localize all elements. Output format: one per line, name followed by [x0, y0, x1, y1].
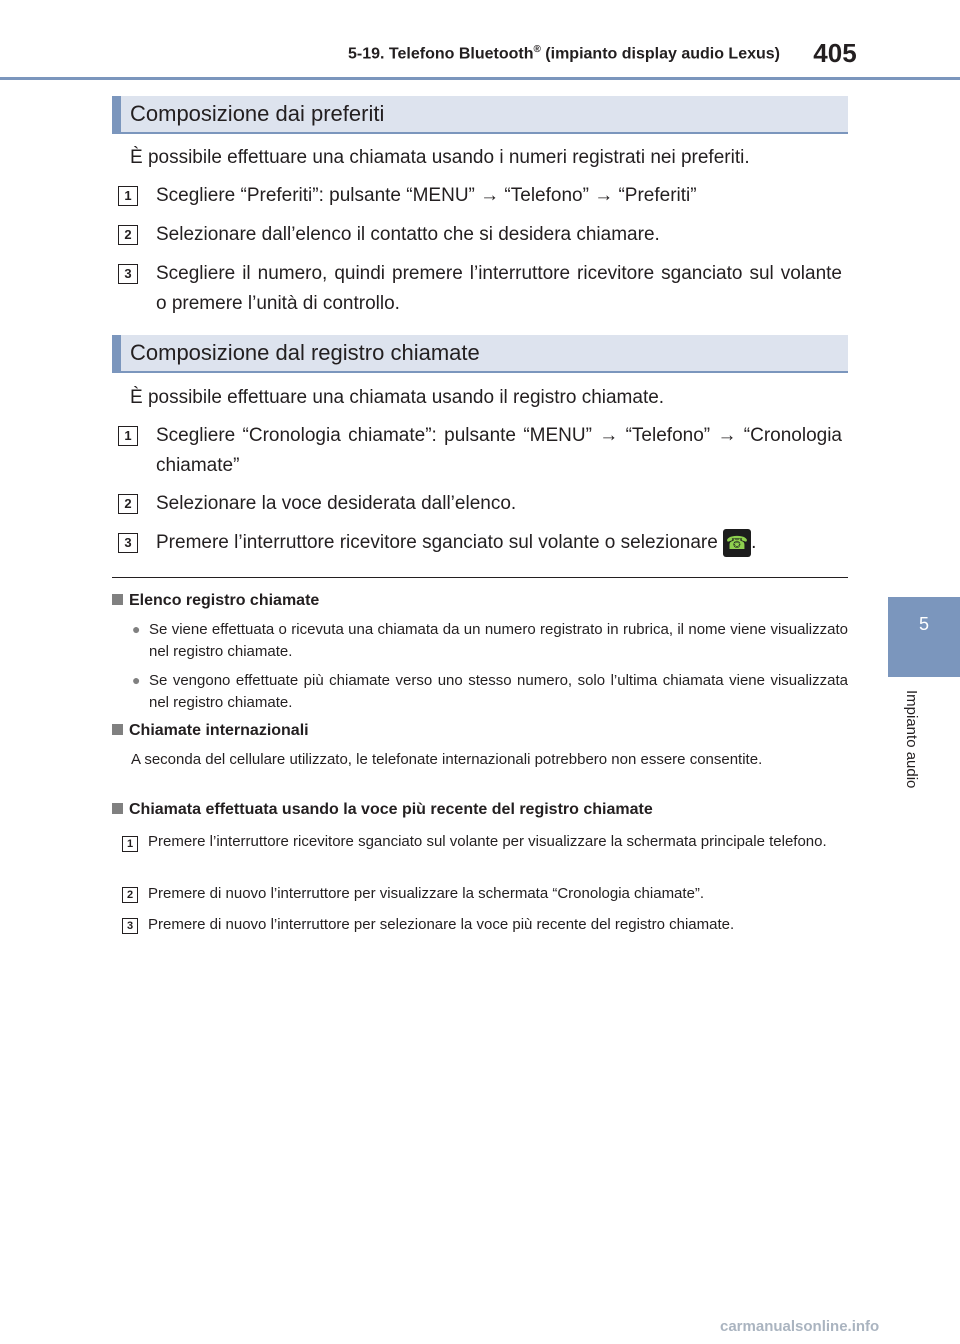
step-text-main: Premere l’interruttore ricevitore sganciato sul volante o selezionare — [156, 532, 718, 553]
step-text — [156, 528, 842, 558]
section-accent — [112, 96, 121, 132]
note-step-text: Premere di nuovo l’interruttore per selezionare la voce più recente del registro chiamate. — [148, 916, 735, 933]
step-number: 3 — [122, 918, 138, 934]
step-number: 2 — [118, 225, 138, 245]
watermark: carmanualsonline.info — [720, 1318, 880, 1335]
step-text: Selezionare dall’elenco il contatto che si desidera chiamare. — [156, 224, 660, 245]
note-heading-elenco — [112, 592, 319, 610]
bullet-dot-icon: ● — [132, 672, 141, 688]
step-number: 3 — [118, 264, 138, 284]
note-heading-internazionali — [112, 722, 309, 740]
header-title-main: 5-19. Telefono Bluetooth — [348, 45, 534, 63]
note-heading-recente — [112, 801, 653, 819]
step-number: 2 — [122, 887, 138, 903]
section-intro: È possibile effettuare una chiamata usando il registro chiamate. — [130, 387, 665, 408]
note-text: A seconda del cellulare utilizzato, le telefonate internazionali potrebbero non essere consentite. — [131, 751, 763, 768]
square-bullet-icon — [112, 724, 123, 735]
section-intro: È possibile effettuare una chiamata usando i numeri registrati nei preferiti. — [130, 147, 750, 168]
registered-mark: ® — [533, 44, 541, 55]
step-text: Selezionare la voce desiderata dall’elenco. — [156, 493, 517, 514]
section-title: Composizione dai preferiti — [130, 101, 385, 126]
step-number: 2 — [118, 494, 138, 514]
square-bullet-icon — [112, 594, 123, 605]
note-bullet-text: Se viene effettuata o ricevuta una chiamata da un numero registrato in rubrica, il nome viene visualizzato nel registro chiamate. — [149, 621, 848, 660]
header-title-sub: (impianto display audio Lexus) — [540, 45, 780, 63]
step-number: 1 — [122, 836, 138, 852]
step-text-suffix: . — [751, 532, 757, 553]
chapter-tab: 5 — [888, 597, 960, 677]
phone-handset-icon: ☎ — [723, 529, 751, 557]
section-divider — [112, 577, 848, 578]
section-accent — [112, 335, 121, 371]
note-step-text: Premere l’interruttore ricevitore sganciato sul volante per visualizzare la schermata principale telefono. — [148, 833, 827, 850]
page-number: 405 — [813, 38, 857, 68]
step-number: 1 — [118, 426, 138, 446]
section-heading-preferiti — [112, 96, 848, 134]
section-title: Composizione dal registro chiamate — [130, 340, 480, 365]
section-heading-registro — [112, 335, 848, 373]
note-bullet-text: Se vengono effettuate più chiamate verso uno stesso numero, solo l’ultima chiamata viene visualizzata nel registro chiamate. — [149, 672, 848, 711]
note-heading-text: Chiamata effettuata usando la voce più recente del registro chiamate — [129, 801, 653, 818]
square-bullet-icon — [112, 803, 123, 814]
note-heading-text: Chiamate internazionali — [129, 722, 309, 739]
note-heading-text: Elenco registro chiamate — [129, 592, 320, 609]
step-number: 1 — [118, 186, 138, 206]
chapter-label: Impianto audio — [903, 690, 920, 789]
step-number: 3 — [118, 533, 138, 553]
note-step-text: Premere di nuovo l’interruttore per visualizzare la schermata “Cronologia chiamate”. — [148, 885, 705, 902]
header-rule — [0, 77, 960, 80]
step-text: Scegliere il numero, quindi premere l’interruttore ricevitore sganciato sul volante o premere l’unità di controllo. — [156, 263, 842, 314]
step-text: Scegliere “Preferiti”: pulsante “MENU” → “Telefono” → “Preferiti” — [156, 185, 697, 206]
bullet-dot-icon: ● — [132, 621, 141, 637]
header-title — [300, 44, 780, 63]
step-text: Scegliere “Cronologia chiamate”: pulsante “MENU” → “Telefono” → “Cronologia chiamate” — [156, 425, 842, 476]
